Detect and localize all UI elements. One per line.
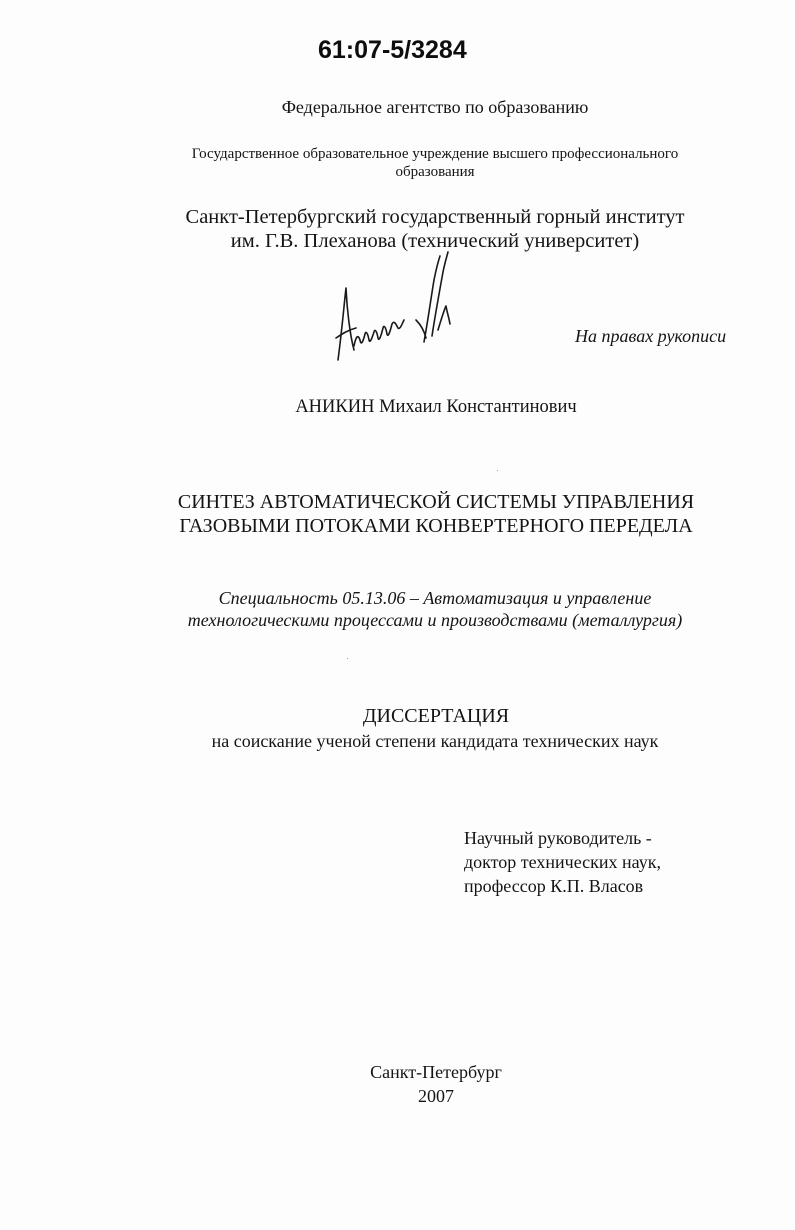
institution-line-2: образования (395, 164, 475, 180)
scan-speck (497, 470, 498, 471)
institution-line-1: Государственное образовательное учреждение высшего профессионального (191, 146, 679, 162)
degree-statement: на соискание ученой степени кандидата технических наук (211, 731, 659, 751)
dissertation-title (150, 490, 722, 538)
agency-name: Федеральное агентство по образованию (281, 97, 589, 117)
scan-speck (347, 658, 348, 659)
supervisor-line-3: профессор К.П. Власов (464, 876, 644, 896)
city: Санкт-Петербург (370, 1062, 502, 1082)
handwritten-signature (328, 250, 463, 368)
archive-stamp: 61:07-5/3284 (318, 36, 467, 64)
supervisor-line-2: доктор технических наук, (464, 852, 661, 872)
university-name (150, 205, 720, 253)
institution-name (160, 145, 710, 181)
supervisor-line-1: Научный руководитель - (464, 828, 652, 848)
supervisor-block (464, 826, 661, 898)
title-line-1: СИНТЕЗ АВТОМАТИЧЕСКОЙ СИСТЕМЫ УПРАВЛЕНИЯ (177, 491, 695, 513)
university-line-2: им. Г.В. Плеханова (технический университет) (230, 230, 640, 252)
year: 2007 (418, 1086, 454, 1106)
document-type: ДИССЕРТАЦИЯ (362, 705, 510, 727)
university-line-1: Санкт-Петербургский государственный горный институт (185, 206, 685, 228)
specialty-line-1: Специальность 05.13.06 – Автоматизация и управление (218, 588, 652, 608)
specialty (120, 587, 750, 631)
manuscript-note: На правах рукописи (575, 326, 727, 346)
author-name: АНИКИН Михаил Константинович (295, 397, 577, 417)
title-line-2: ГАЗОВЫМИ ПОТОКАМИ КОНВЕРТЕРНОГО ПЕРЕДЕЛА (179, 515, 693, 537)
specialty-line-2: технологическими процессами и производствами (металлургия) (187, 610, 683, 630)
place-and-year (0, 1060, 795, 1108)
